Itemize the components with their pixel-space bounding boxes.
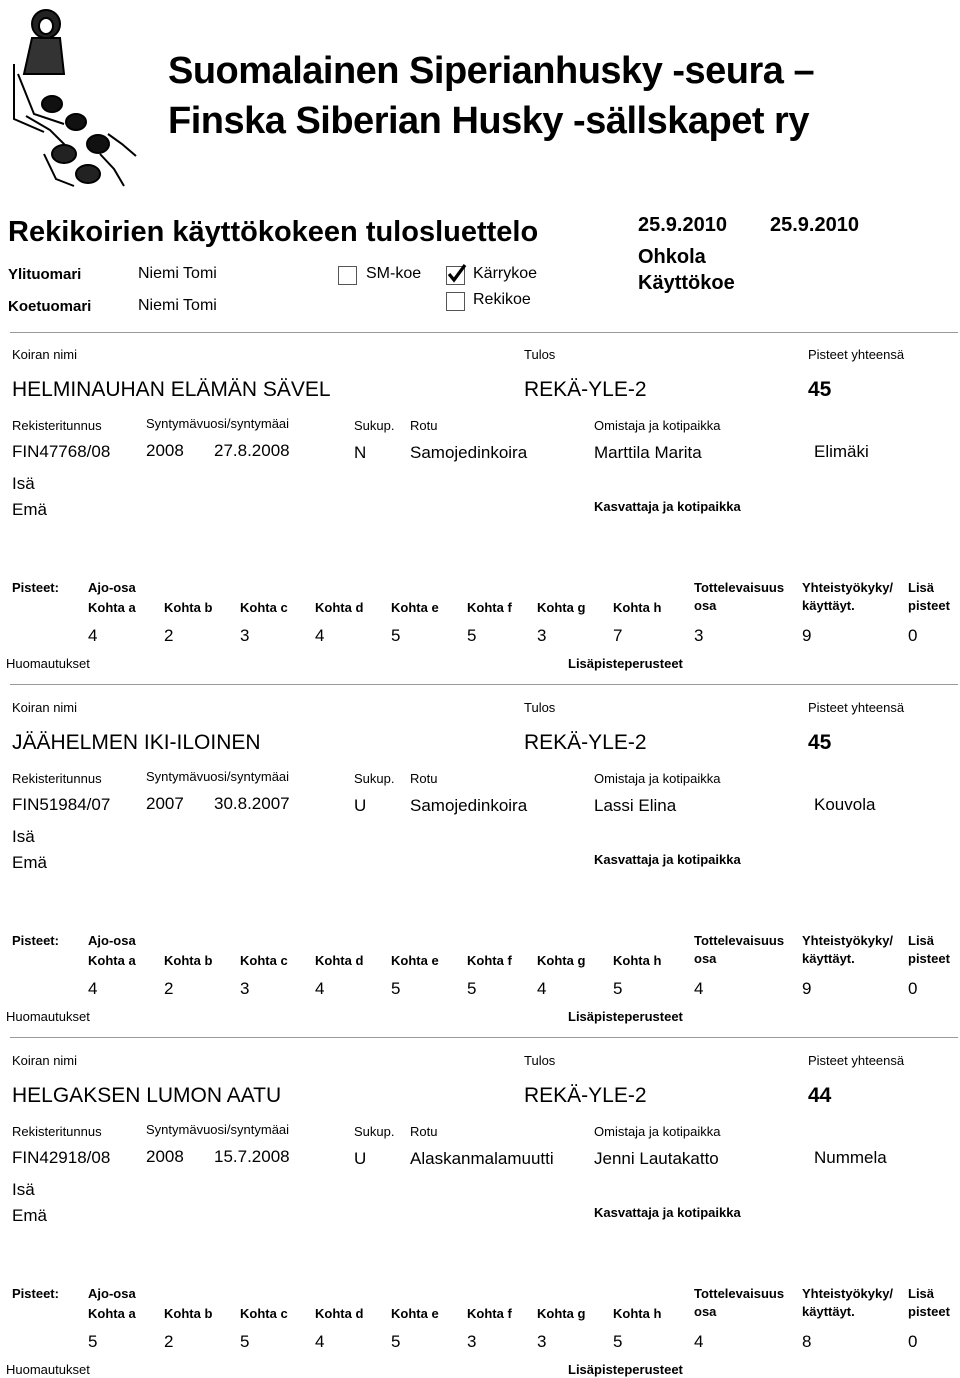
birth-label: Syntymävuosi/syntymäai	[146, 416, 290, 431]
section-label: Kohta e	[391, 600, 439, 615]
section-score: 3	[240, 626, 250, 645]
husky-sled-logo-icon	[4, 4, 154, 194]
extra-points-score: 0	[908, 1332, 918, 1351]
karrykoe-label: Kärrykoe	[473, 265, 538, 282]
section-label: Kohta a	[88, 953, 136, 968]
birth-date-value: 27.8.2008	[214, 441, 290, 460]
result-label: Tulos	[524, 700, 556, 715]
cooperation-label: Yhteistyökyky/	[802, 580, 894, 595]
driving-label: Ajo-osa	[88, 580, 136, 595]
cooperation-score: 9	[802, 626, 812, 645]
section-score: 2	[164, 979, 174, 998]
owner-label: Omistaja ja kotipaikka	[594, 1124, 721, 1139]
obedience-label-2: osa	[694, 598, 717, 613]
obedience-label: Tottelevaisuus	[694, 933, 785, 948]
breeder-label: Kasvattaja ja kotipaikka	[594, 1205, 741, 1220]
reg-label: Rekisteritunnus	[12, 771, 102, 786]
dog-name-label: Koiran nimi	[12, 1053, 78, 1068]
header-divider	[10, 332, 958, 333]
result-label: Tulos	[524, 347, 556, 362]
result-label: Tulos	[524, 1053, 556, 1068]
extra-basis-label: Lisäpisteperusteet	[568, 1362, 683, 1377]
driving-label: Ajo-osa	[88, 933, 136, 948]
sm-koe-checkbox[interactable]	[338, 266, 357, 285]
section-score: 5	[391, 979, 401, 998]
section-label: Kohta c	[240, 953, 288, 968]
birth-date-value: 15.7.2008	[214, 1147, 290, 1166]
extra-points-label-2: pisteet	[908, 598, 950, 613]
cooperation-score: 8	[802, 1332, 812, 1351]
section-score: 2	[164, 1332, 174, 1351]
sex-value: N	[354, 443, 367, 462]
result-value: REKÄ-YLE-2	[524, 1084, 647, 1107]
extra-points-label: Lisä	[908, 933, 935, 948]
reg-label: Rekisteritunnus	[12, 1124, 102, 1139]
total-label: Pisteet yhteensä	[808, 700, 905, 715]
owner-label: Omistaja ja kotipaikka	[594, 771, 721, 786]
birth-year-value: 2008	[146, 441, 184, 460]
section-score: 3	[240, 979, 250, 998]
sex-value: U	[354, 796, 367, 815]
section-score: 5	[391, 626, 401, 645]
reg-value: FIN51984/07	[12, 795, 111, 814]
birth-date-value: 30.8.2007	[214, 794, 290, 813]
extra-points-label: Lisä	[908, 580, 935, 595]
section-score: 4	[537, 979, 547, 998]
judge-label: Koetuomari	[8, 298, 92, 315]
sex-value: U	[354, 1149, 367, 1168]
logo-line-1: Suomalainen Siperianhusky -seura –	[168, 50, 815, 92]
section-label: Kohta d	[315, 600, 364, 615]
sire-label: Isä	[12, 1180, 35, 1199]
cooperation-label-2: käyttäyt.	[802, 598, 855, 613]
section-label: Kohta e	[391, 953, 439, 968]
judge-value: Niemi Tomi	[138, 297, 217, 314]
sire-label: Isä	[12, 474, 35, 493]
dam-label: Emä	[12, 853, 47, 872]
start-date: 25.9.2010	[638, 214, 727, 236]
section-score: 5	[467, 626, 477, 645]
extra-basis-label: Lisäpisteperusteet	[568, 1009, 683, 1024]
sex-label: Sukup.	[354, 1124, 395, 1139]
dog-name-label: Koiran nimi	[12, 700, 78, 715]
dam-label: Emä	[12, 1206, 47, 1225]
section-score: 3	[467, 1332, 477, 1351]
owner-value: Marttila Marita	[594, 443, 702, 462]
section-score: 4	[315, 1332, 325, 1351]
remarks-label: Huomautukset	[6, 1362, 90, 1377]
test-place: Ohkola	[638, 246, 706, 268]
extra-points-label: Lisä	[908, 1286, 935, 1301]
breed-label: Rotu	[410, 1124, 438, 1139]
extra-points-score: 0	[908, 626, 918, 645]
birth-year-value: 2008	[146, 1147, 184, 1166]
section-label: Kohta h	[613, 953, 662, 968]
result-value: REKÄ-YLE-2	[524, 731, 647, 754]
chief-judge-label: Ylituomari	[8, 266, 82, 283]
reg-value: FIN42918/08	[12, 1148, 111, 1167]
breed-label: Rotu	[410, 771, 438, 786]
section-label: Kohta h	[613, 600, 662, 615]
section-score: 5	[88, 1332, 98, 1351]
section-score: 4	[315, 979, 325, 998]
section-label: Kohta f	[467, 953, 512, 968]
breed-value: Samojedinkoira	[410, 796, 528, 815]
section-label: Kohta a	[88, 1306, 136, 1321]
cooperation-label: Yhteistyökyky/	[802, 933, 894, 948]
test-name: Käyttökoe	[638, 272, 735, 294]
cooperation-score: 9	[802, 979, 812, 998]
dog-name: HELMINAUHAN ELÄMÄN SÄVEL	[12, 378, 331, 401]
points-label: Pisteet:	[12, 1286, 59, 1301]
section-score: 5	[467, 979, 477, 998]
section-score: 3	[537, 1332, 547, 1351]
section-score: 5	[240, 1332, 250, 1351]
total-value: 44	[808, 1084, 832, 1107]
section-score: 4	[315, 626, 325, 645]
section-score: 5	[391, 1332, 401, 1351]
points-label: Pisteet:	[12, 933, 59, 948]
obedience-label-2: osa	[694, 951, 717, 966]
owner-value: Lassi Elina	[594, 796, 677, 815]
obedience-score: 4	[694, 979, 704, 998]
owner-label: Omistaja ja kotipaikka	[594, 418, 721, 433]
section-label: Kohta b	[164, 953, 213, 968]
driving-label: Ajo-osa	[88, 1286, 136, 1301]
owner-value: Jenni Lautakatto	[594, 1149, 719, 1168]
section-score: 2	[164, 626, 174, 645]
owner-place-value: Nummela	[814, 1148, 887, 1167]
section-label: Kohta g	[537, 953, 586, 968]
breeder-label: Kasvattaja ja kotipaikka	[594, 852, 741, 867]
rekikoe-checkbox[interactable]	[446, 292, 465, 311]
entry-divider	[10, 684, 958, 685]
cooperation-label-2: käyttäyt.	[802, 1304, 855, 1319]
reg-value: FIN47768/08	[12, 442, 111, 461]
logo-line-2: Finska Siberian Husky -sällskapet ry	[168, 100, 809, 142]
section-score: 3	[537, 626, 547, 645]
section-label: Kohta e	[391, 1306, 439, 1321]
reg-label: Rekisteritunnus	[12, 418, 102, 433]
entry-divider	[10, 1037, 958, 1038]
birth-year-value: 2007	[146, 794, 184, 813]
chief-judge-value: Niemi Tomi	[138, 265, 217, 282]
obedience-score: 4	[694, 1332, 704, 1351]
breed-value: Alaskanmalamuutti	[410, 1149, 554, 1168]
owner-place-value: Elimäki	[814, 442, 869, 461]
obedience-label-2: osa	[694, 1304, 717, 1319]
cooperation-label-2: käyttäyt.	[802, 951, 855, 966]
section-score: 7	[613, 626, 623, 645]
section-score: 4	[88, 979, 98, 998]
checkmark-icon	[446, 263, 468, 285]
dog-name: HELGAKSEN LUMON AATU	[12, 1084, 282, 1107]
section-label: Kohta d	[315, 953, 364, 968]
section-label: Kohta b	[164, 600, 213, 615]
section-label: Kohta c	[240, 600, 288, 615]
total-label: Pisteet yhteensä	[808, 347, 905, 362]
remarks-label: Huomautukset	[6, 656, 90, 671]
sex-label: Sukup.	[354, 418, 395, 433]
section-label: Kohta h	[613, 1306, 662, 1321]
section-label: Kohta g	[537, 600, 586, 615]
breeder-label: Kasvattaja ja kotipaikka	[594, 499, 741, 514]
extra-basis-label: Lisäpisteperusteet	[568, 656, 683, 671]
section-label: Kohta g	[537, 1306, 586, 1321]
extra-points-score: 0	[908, 979, 918, 998]
cooperation-label: Yhteistyökyky/	[802, 1286, 894, 1301]
section-label: Kohta b	[164, 1306, 213, 1321]
end-date: 25.9.2010	[770, 214, 859, 236]
breed-value: Samojedinkoira	[410, 443, 528, 462]
remarks-label: Huomautukset	[6, 1009, 90, 1024]
rekikoe-label: Rekikoe	[473, 291, 531, 308]
dog-name-label: Koiran nimi	[12, 347, 78, 362]
section-label: Kohta d	[315, 1306, 364, 1321]
section-label: Kohta f	[467, 600, 512, 615]
breed-label: Rotu	[410, 418, 438, 433]
section-label: Kohta a	[88, 600, 136, 615]
total-label: Pisteet yhteensä	[808, 1053, 905, 1068]
result-value: REKÄ-YLE-2	[524, 378, 647, 401]
total-value: 45	[808, 731, 832, 754]
total-value: 45	[808, 378, 832, 401]
points-label: Pisteet:	[12, 580, 59, 595]
obedience-label: Tottelevaisuus	[694, 1286, 785, 1301]
owner-place-value: Kouvola	[814, 795, 876, 814]
sire-label: Isä	[12, 827, 35, 846]
section-score: 5	[613, 979, 623, 998]
extra-points-label-2: pisteet	[908, 951, 950, 966]
sm-koe-label: SM-koe	[366, 265, 422, 282]
section-label: Kohta f	[467, 1306, 512, 1321]
section-score: 4	[88, 626, 98, 645]
obedience-score: 3	[694, 626, 704, 645]
page-title: Rekikoirien käyttökokeen tulosluettelo	[8, 216, 539, 248]
birth-label: Syntymävuosi/syntymäai	[146, 1122, 290, 1137]
dog-name: JÄÄHELMEN IKI-ILOINEN	[12, 731, 261, 754]
obedience-label: Tottelevaisuus	[694, 580, 785, 595]
extra-points-label-2: pisteet	[908, 1304, 950, 1319]
karrykoe-checkbox[interactable]	[446, 266, 465, 285]
dam-label: Emä	[12, 500, 47, 519]
section-label: Kohta c	[240, 1306, 288, 1321]
section-score: 5	[613, 1332, 623, 1351]
sex-label: Sukup.	[354, 771, 395, 786]
birth-label: Syntymävuosi/syntymäai	[146, 769, 290, 784]
